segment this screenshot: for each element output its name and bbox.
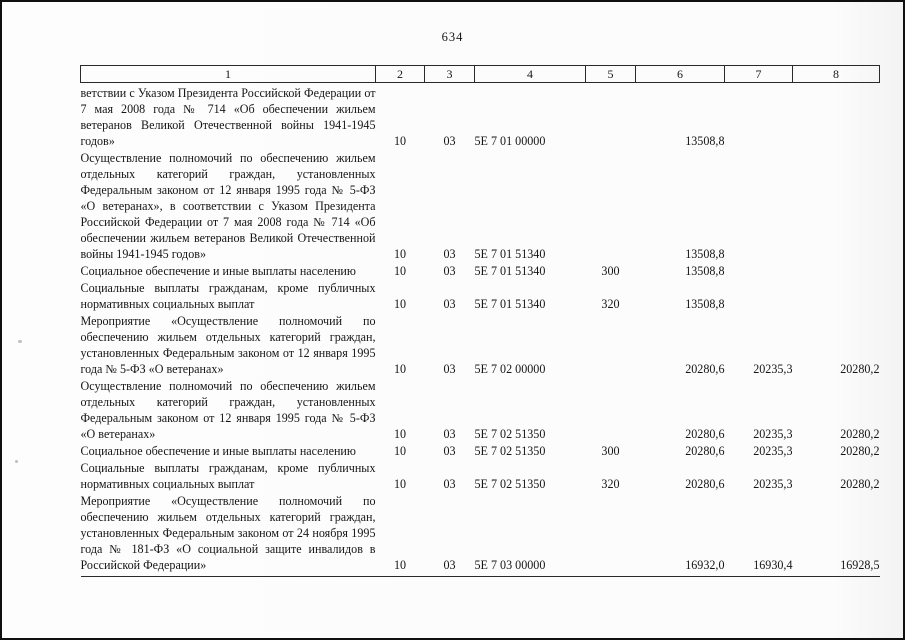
column-header-1: 1 bbox=[81, 66, 376, 83]
cell-amount-year2 bbox=[725, 263, 793, 280]
cell-amount-year2: 20235,3 bbox=[753, 427, 793, 441]
cell-amount-year1: 16932,0 bbox=[636, 493, 725, 577]
cell-description: Мероприятие «Осуществление полномочий по обеспечению жильем отдельных категорий граждан, установленных Федеральным законом от 24 ноября 1995 года № 181-ФЗ «О социальной защите инвалидов в Российской Федерации» bbox=[81, 493, 376, 577]
cell-target-article-code: 5Е 7 02 51350 bbox=[474, 427, 546, 441]
cell-expense-type-code: 320 bbox=[601, 477, 620, 491]
cell-target-article-code: 5Е 7 01 00000 bbox=[474, 134, 546, 148]
column-header-4: 4 bbox=[475, 66, 586, 83]
column-header-8: 8 bbox=[793, 66, 880, 83]
cell-amount-year3: 16928,5 bbox=[793, 493, 880, 577]
cell-subsection-code: 03 bbox=[443, 134, 456, 148]
cell-expense-type-code bbox=[586, 150, 636, 263]
column-header-6: 6 bbox=[636, 66, 725, 83]
cell-section-code: 10 bbox=[393, 362, 407, 376]
cell-target-article-code: 5Е 7 02 51350 bbox=[474, 444, 546, 458]
cell-expense-type-code bbox=[586, 378, 636, 443]
cell-amount-year2: 20235,3 bbox=[753, 477, 793, 491]
table-row bbox=[81, 150, 880, 263]
column-header-5: 5 bbox=[586, 66, 636, 83]
cell-target-article-code: 5Е 7 02 00000 bbox=[474, 362, 546, 376]
cell-section-code: 10 bbox=[393, 297, 407, 311]
column-header-7: 7 bbox=[725, 66, 793, 83]
cell-amount-year1: 20280,6 bbox=[685, 362, 725, 376]
cell-section-code: 10 bbox=[393, 427, 407, 441]
cell-subsection-code: 03 bbox=[443, 444, 456, 458]
cell-amount-year2 bbox=[725, 83, 793, 151]
cell-expense-type-code bbox=[586, 83, 636, 151]
cell-amount-year3: 20280,2 bbox=[840, 444, 880, 458]
cell-section-code: 10 bbox=[393, 477, 407, 491]
cell-amount-year3 bbox=[793, 263, 880, 280]
cell-target-article-code: 5Е 7 01 51340 bbox=[474, 297, 546, 311]
cell-description: Социальные выплаты гражданам, кроме публичных нормативных социальных выплат bbox=[80, 461, 376, 491]
cell-expense-type-code bbox=[586, 493, 636, 577]
table-row bbox=[81, 378, 880, 443]
cell-target-article-code: 5Е 7 03 00000 bbox=[475, 493, 586, 577]
cell-amount-year1: 20280,6 bbox=[685, 427, 725, 441]
table-row bbox=[81, 460, 880, 493]
cell-subsection-code: 03 bbox=[443, 362, 456, 376]
cell-description: Социальное обеспечение и иные выплаты населению bbox=[80, 264, 356, 278]
cell-section-code: 10 bbox=[376, 493, 425, 577]
cell-amount-year1: 13508,8 bbox=[685, 297, 725, 311]
cell-amount-year3: 20280,2 bbox=[840, 427, 880, 441]
table-row bbox=[81, 263, 880, 280]
cell-subsection-code: 03 bbox=[443, 477, 456, 491]
column-header-3: 3 bbox=[425, 66, 475, 83]
cell-expense-type-code: 300 bbox=[601, 264, 620, 278]
table-row bbox=[81, 493, 880, 577]
cell-description: Социальные выплаты гражданам, кроме публичных нормативных социальных выплат bbox=[80, 281, 376, 311]
cell-amount-year1: 20280,6 bbox=[685, 477, 725, 491]
cell-amount-year1: 13508,8 bbox=[685, 247, 725, 261]
cell-amount-year3: 20280,2 bbox=[840, 477, 880, 491]
cell-amount-year1: 13508,8 bbox=[685, 134, 725, 148]
cell-description: Мероприятие «Осуществление полномочий по обеспечению жильем отдельных категорий граждан, установленных Федеральным законом от 12 января 1995 года № 5-ФЗ «О ветеранах» bbox=[80, 314, 376, 376]
cell-amount-year3: 20280,2 bbox=[840, 362, 880, 376]
cell-target-article-code: 5Е 7 02 51350 bbox=[474, 477, 546, 491]
cell-description: ветствии с Указом Президента Российской Федерации от 7 мая 2008 года № 714 «Об обеспечении жильем ветеранов Великой Отечественной войны 1941-1945 годов» bbox=[80, 86, 376, 148]
cell-amount-year1: 13508,8 bbox=[685, 264, 725, 278]
table-header-row bbox=[81, 66, 880, 83]
table-row bbox=[81, 443, 880, 460]
cell-amount-year2 bbox=[725, 150, 793, 263]
cell-amount-year3 bbox=[793, 280, 880, 313]
scan-artifact bbox=[18, 340, 22, 343]
cell-section-code: 10 bbox=[393, 444, 407, 458]
table-row bbox=[81, 83, 880, 151]
cell-subsection-code: 03 bbox=[443, 264, 456, 278]
cell-description: Социальное обеспечение и иные выплаты населению bbox=[80, 444, 356, 458]
cell-amount-year1: 20280,6 bbox=[685, 444, 725, 458]
cell-expense-type-code bbox=[586, 313, 636, 378]
cell-description: Осуществление полномочий по обеспечению жильем отдельных категорий граждан, установленных Федеральным законом от 12 января 1995 года № 5-ФЗ «О ветеранах» bbox=[80, 379, 376, 441]
scan-artifact bbox=[15, 460, 18, 463]
cell-description: Осуществление полномочий по обеспечению жильем отдельных категорий граждан, установленных Федеральным законом от 12 января 1995 года № 5-ФЗ «О ветеранах», в соответствии с Указом Президента Российской Федерации от 7 мая 2008 года № 714 «Об обеспечении жильем ветеранов Великой Отечественной войны 1941-1945 годов» bbox=[80, 151, 376, 261]
cell-section-code: 10 bbox=[393, 264, 407, 278]
cell-section-code: 10 bbox=[393, 247, 407, 261]
cell-subsection-code: 03 bbox=[443, 297, 456, 311]
cell-amount-year3 bbox=[793, 83, 880, 151]
cell-subsection-code: 03 bbox=[425, 493, 475, 577]
cell-subsection-code: 03 bbox=[443, 247, 456, 261]
cell-expense-type-code: 300 bbox=[601, 444, 620, 458]
cell-target-article-code: 5Е 7 01 51340 bbox=[474, 264, 546, 278]
cell-amount-year2: 16930,4 bbox=[725, 493, 793, 577]
table-row bbox=[81, 313, 880, 378]
cell-section-code: 10 bbox=[393, 134, 407, 148]
column-header-2: 2 bbox=[376, 66, 425, 83]
budget-table bbox=[80, 65, 880, 577]
cell-expense-type-code: 320 bbox=[601, 297, 620, 311]
table-row bbox=[81, 280, 880, 313]
cell-amount-year2: 20235,3 bbox=[753, 444, 793, 458]
cell-amount-year2: 20235,3 bbox=[753, 362, 793, 376]
table-body bbox=[81, 83, 880, 577]
cell-subsection-code: 03 bbox=[443, 427, 456, 441]
cell-amount-year2 bbox=[725, 280, 793, 313]
cell-amount-year3 bbox=[793, 150, 880, 263]
cell-target-article-code: 5Е 7 01 51340 bbox=[474, 247, 546, 261]
page-number: 634 bbox=[441, 30, 464, 44]
